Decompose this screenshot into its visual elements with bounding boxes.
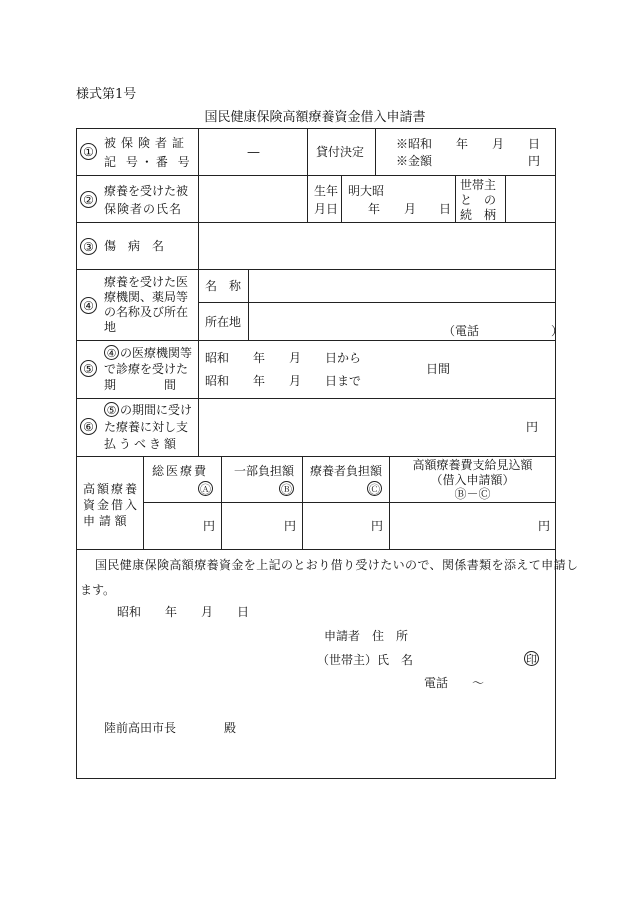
dob-label-a: 生年 <box>314 184 339 198</box>
row4-label-b: 療機関、薬局等 <box>104 290 189 304</box>
rule-row3-bottom <box>76 269 556 270</box>
rule-row4-bottom <box>76 340 556 341</box>
row4-label-a: 療養を受けた医 <box>104 275 189 289</box>
loan-col4-header-b: （借入申請額） <box>430 473 515 487</box>
row-number-4: ④ <box>80 297 97 314</box>
row1-label-a: 被保険者証 <box>104 136 190 150</box>
row5-ref-circle: ④ <box>104 345 119 360</box>
addressee: 陸前高田市長 殿 <box>104 721 237 735</box>
row6-ref-circle: ⑤ <box>104 402 119 417</box>
rule-col-307 <box>307 128 308 222</box>
row-number-6: ⑥ <box>80 418 97 435</box>
row4-label-c: の名称及び所在 <box>104 305 189 319</box>
rule-col-248 <box>248 269 249 340</box>
declaration-text-b: ます。 <box>80 583 116 597</box>
facility-phone: （電話 ） <box>443 324 564 338</box>
row2-label-b: 保険者の氏名 <box>104 202 183 216</box>
loan-col3-header: 療養者負担額 <box>310 464 383 478</box>
treatment-days: 日間 <box>426 362 451 376</box>
row1-label-b: 記 号・番 号 <box>104 155 193 169</box>
rule-label-col <box>198 128 199 456</box>
dob-label-b: 月日 <box>314 202 339 216</box>
dob-day: 日 <box>439 202 452 216</box>
row-number-1: ① <box>80 143 97 160</box>
rule-loan-bottom <box>76 549 556 550</box>
loan-col2-header: 一部負担額 <box>234 464 295 478</box>
loan-col3-yen: 円 <box>371 519 384 533</box>
row6-yen: 円 <box>526 420 539 434</box>
rule-loan-c3 <box>302 456 303 549</box>
rule-loan-c2 <box>221 456 222 549</box>
rule-row1-bottom <box>76 175 556 176</box>
loan-col2-yen: 円 <box>284 519 297 533</box>
row5-label-a: の医療機関等 <box>120 346 193 360</box>
row-number-2: ② <box>80 191 97 208</box>
seal-mark: 印 <box>526 653 537 666</box>
applicant-name-label: （世帯主）氏 名 <box>317 653 414 667</box>
applicant-address-label: 申請者 住 所 <box>324 629 409 643</box>
form-title: 国民健康保険高額療養資金借入申請書 <box>204 110 426 125</box>
row-number-3: ③ <box>80 238 97 255</box>
dob-year: 年 <box>368 202 381 216</box>
rule-col-341 <box>341 175 342 222</box>
row4-label-d: 地 <box>104 320 117 334</box>
rule-col-505 <box>505 175 506 222</box>
form-number: 様式第1号 <box>76 87 137 102</box>
declaration-date: 昭和 年 月 日 <box>117 605 250 619</box>
row2-label-a: 療養を受けた被 <box>104 184 189 198</box>
loan-col2-mark: Ⓑ <box>281 483 292 496</box>
treatment-to: 昭和 年 月 日まで <box>205 374 362 388</box>
facility-name-label: 名 称 <box>205 279 242 293</box>
loan-col4-header-a: 高額療養費支給見込額 <box>412 458 533 472</box>
rule-row4-mid <box>198 302 556 303</box>
row5-label-b: で診療を受けた <box>104 362 189 376</box>
loan-decision-date: ※昭和 年 月 日 <box>396 137 541 151</box>
loan-col1-header: 総医療費 <box>152 464 209 478</box>
rule-row2-bottom <box>76 222 556 223</box>
relation-label-b: と の <box>460 193 497 207</box>
relation-label-c: 続 柄 <box>460 208 497 222</box>
row-number-5: ⑤ <box>80 360 97 377</box>
loan-col1-mark: Ⓐ <box>200 483 211 496</box>
row3-label: 傷 病 名 <box>104 239 165 253</box>
rule-row6-bottom <box>76 456 556 457</box>
loan-decision-label: 貸付決定 <box>316 145 365 159</box>
insurance-number-dash: — <box>247 145 260 160</box>
loan-col4-header-c: Ⓑ－Ⓒ <box>454 487 491 501</box>
loan-label-a: 高額療養 <box>83 482 140 496</box>
relation-label-a: 世帯主 <box>460 178 497 192</box>
applicant-phone: 電話 ～ <box>424 676 485 690</box>
rule-loan-mid <box>143 502 556 503</box>
row6-label-b: た療養に対し支 <box>104 420 189 434</box>
declaration-text-a: 国民健康保険高額療養資金を上記のとおり借り受けたいので、関係書類を添えて申請し <box>95 558 579 572</box>
loan-amount-yen: 円 <box>528 154 541 168</box>
rule-col-455 <box>455 175 456 222</box>
row5-label-c: 期 間 <box>104 378 177 392</box>
row6-label-a: の期間に受け <box>120 403 193 417</box>
dob-month: 月 <box>404 202 417 216</box>
rule-col-375 <box>375 128 376 175</box>
loan-col4-yen: 円 <box>538 519 551 533</box>
rule-loan-label <box>143 456 144 549</box>
loan-label-c: 申 請 額 <box>83 514 127 528</box>
dob-era: 明大昭 <box>348 184 385 198</box>
loan-amount-label: ※金額 <box>396 154 433 168</box>
row6-label-c: 払うべき額 <box>104 437 180 451</box>
treatment-from: 昭和 年 月 日から <box>205 351 362 365</box>
facility-address-label: 所在地 <box>205 315 242 329</box>
rule-row5-bottom <box>76 398 556 399</box>
loan-col1-yen: 円 <box>203 519 216 533</box>
loan-col3-mark: Ⓒ <box>369 483 380 496</box>
loan-label-b: 資金借入 <box>83 498 140 512</box>
